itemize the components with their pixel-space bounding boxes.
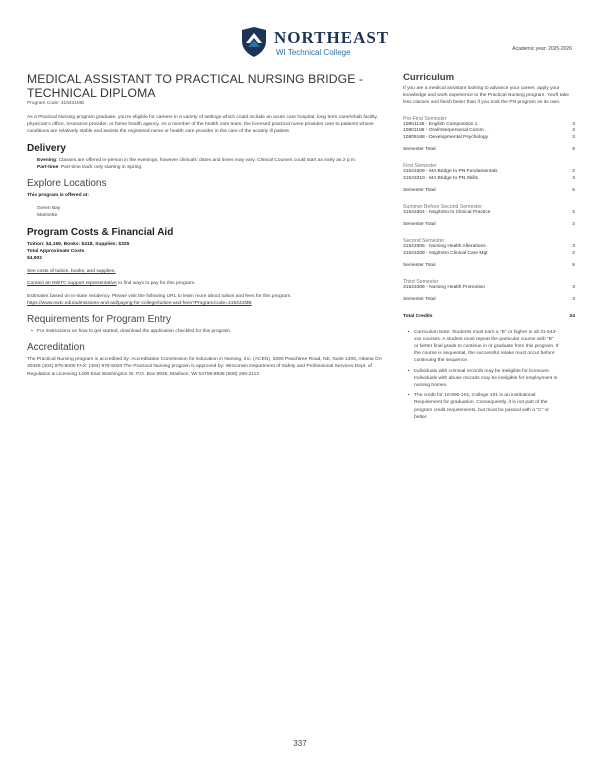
semester-total-row xyxy=(403,297,575,304)
bullet-icon: • xyxy=(407,368,410,374)
program-code: Program Code: 315431MB xyxy=(27,101,85,106)
note-text: Individuals with criminal records may be ineligible for licensure. Individuals with abuse records may be ineligible for employment in nursing homes. xyxy=(414,368,558,388)
curriculum-heading: Curriculum xyxy=(403,72,455,83)
list-item xyxy=(27,328,389,335)
delivery-heading: Delivery xyxy=(27,142,66,154)
course-row xyxy=(403,210,575,217)
semester-total-label: Semester Total xyxy=(403,222,436,228)
logo-name: NORTHEAST xyxy=(274,28,390,47)
course-row xyxy=(403,251,575,258)
offered-at-label: This program is offered at: xyxy=(27,193,89,199)
contact-line xyxy=(27,280,389,287)
curriculum-column xyxy=(403,72,575,421)
delivery-parttime xyxy=(27,164,389,171)
tuition-url-link[interactable]: https://www.nwtc.edu/admissions-and-aid/paying-for-college/tuition-and-fees?ProgramCode=315431MB xyxy=(27,300,252,306)
contact-rest: to find ways to pay for this program. xyxy=(116,281,196,287)
estimates-note: Estimates based on in-state residency. Please visit the following URL to learn more about tuition and fees for this program. xyxy=(27,293,292,299)
term-name: Third Semester xyxy=(403,278,439,285)
course-credits: 3 xyxy=(572,243,575,249)
program-title: MEDICAL ASSISTANT TO PRACTICAL NURSING BRIDGE - TECHNICAL DIPLOMA xyxy=(27,72,364,100)
note-text: The credit for 10-890-101, College 101 is an institutional Requirement for graduation. Consequently, it is not part of the program credit requirements, but must be passed with a "C" or better. xyxy=(414,393,550,420)
semester-total-label: Semester Total xyxy=(403,263,436,269)
academic-year: Academic year: 2025-2026 xyxy=(512,46,572,52)
parttime-text: : Part-time track only starting in Spring. xyxy=(58,164,143,170)
requirements-heading: Requirements for Program Entry xyxy=(27,314,171,326)
logo-subtitle: WI Technical College xyxy=(276,48,351,57)
course-title: 31543305 - Nursing Health Alterations xyxy=(403,243,486,249)
total-costs-value: $4,902 xyxy=(27,256,42,262)
course-title: 10801196 - Oral/Interpersonal Comm xyxy=(403,128,484,134)
course-row xyxy=(403,135,575,142)
course-credits: 3 xyxy=(572,134,575,140)
list-item xyxy=(403,329,575,365)
semester-total-value: 9 xyxy=(572,147,575,153)
parttime-label: Part-time xyxy=(37,164,59,170)
bullet-icon: • xyxy=(31,329,33,335)
course-row xyxy=(403,244,575,251)
total-credits-row xyxy=(403,314,575,321)
semester-total-row xyxy=(403,188,575,195)
course-credits: 2 xyxy=(572,168,575,174)
program-details-column xyxy=(27,72,389,378)
course-title: 31543308 - Nsg/Intro Clinical Care Mgt xyxy=(403,250,488,256)
term-name: Pre-First Semester xyxy=(403,115,447,122)
note-text: Curriculum Note: Students must earn a "B" or higher in all 31-543-xxx courses. A student must repeat the particular course with "B" or better final grade to continue in or graduate from this program. If the course is sequential, the successful retake must occur before continuing the sequence. xyxy=(414,329,559,364)
course-credits: 3 xyxy=(572,121,575,127)
course-title: 10809188 - Developmental Psychology xyxy=(403,134,489,140)
location-item: Marinette xyxy=(37,213,58,219)
course-row xyxy=(403,176,575,183)
total-credits-label: Total Credits xyxy=(403,313,433,319)
semester-total-value: 3 xyxy=(572,297,575,303)
locations-heading: Explore Locations xyxy=(27,178,107,190)
course-title: 31543309 - MA Bridge to PN Fundamentals xyxy=(403,168,498,174)
course-credits: 3 xyxy=(572,284,575,290)
course-title: 31543306 - Nursing Health Promotion xyxy=(403,284,486,290)
course-title: 31543310 - MA Bridge to PN Skills xyxy=(403,175,479,181)
course-credits: 3 xyxy=(572,175,575,181)
term-name: Summer Before Second Semester xyxy=(403,203,483,210)
course-credits: 2 xyxy=(572,209,575,215)
semester-total-label: Semester Total xyxy=(403,188,436,194)
accreditation-text: The Practical Nursing program is accredited by: Accreditation Commission for Education in Nursing, Inc. (ACEN), 3390 Peachtree Road, NE, Suite 1400, Atlanta GA 30326 (404) 975-5000 FAX: (404) 975-5020 The Practical Nursing program is approved by: Wisconsin Department of Safety and Professional Services Dept. of Regulation & Licensing 1400 East Washington St. P.O. Box 8935, Madison, WI 53708-8935 (608) 266-2112 xyxy=(27,357,382,377)
evening-text: : Classes are offered in-person in the evenings, however clinicals' dates and times may vary. Clinical Courses could start as early as 2 p.m. xyxy=(56,157,357,163)
delivery-evening xyxy=(27,157,389,164)
curriculum-intro: If you are a medical assistant looking to advance your career, apply your knowledge and work experience to the Practical Nursing program. You'll take less classes and finish faster than if you took the PN program on its own. xyxy=(403,86,569,106)
contact-support-link[interactable]: Contact an NWTC support representative xyxy=(27,281,117,287)
semester-total-value: 2 xyxy=(572,222,575,228)
shield-icon xyxy=(240,27,268,57)
list-item xyxy=(403,392,575,421)
northeast-logo[interactable] xyxy=(240,27,390,61)
term-name: First Semester xyxy=(403,162,437,169)
page-header xyxy=(0,22,600,62)
bullet-icon: • xyxy=(407,329,410,335)
semester-total-label: Semester Total xyxy=(403,297,436,303)
semester-total-value: 5 xyxy=(572,263,575,269)
page-number: 337 xyxy=(293,739,307,748)
cost-breakdown: Tuition: $4,159, Books: $418, Supplies: $325 xyxy=(27,241,130,247)
program-intro: As a Practical Nursing program graduate, you're eligible for careers in a variety of settings which could include an acute care hospital, long term care/rehab facility, physician's office, insurance provider, or home health agency. As a member of the health care team, the licensed practical nurse provides care to patients whose conditions are relatively stable and assists the registered nurse or health care provider in the care of the acutely ill patient. xyxy=(27,115,378,135)
semester-total-row xyxy=(403,147,575,154)
course-row xyxy=(403,169,575,176)
curriculum-notes xyxy=(403,329,575,421)
costs-heading: Program Costs & Financial Aid xyxy=(27,226,174,238)
see-costs-link[interactable]: See costs of tuition, books, and supplies. xyxy=(27,269,116,275)
course-credits: 3 xyxy=(572,128,575,134)
bullet-icon: • xyxy=(407,393,410,399)
location-item: Green Bay xyxy=(37,206,61,212)
list-item xyxy=(403,368,575,390)
course-title: 31543304 - Nsg/Intro to Clinical Practice xyxy=(403,209,491,215)
course-row xyxy=(403,128,575,135)
requirement-text: For instructions on how to get started, download the application checklist for this program. xyxy=(37,329,232,335)
semester-total-value: 5 xyxy=(572,188,575,194)
accreditation-heading: Accreditation xyxy=(27,342,85,354)
evening-label: Evening xyxy=(37,157,57,163)
course-row xyxy=(403,285,575,292)
course-credits: 2 xyxy=(572,250,575,256)
term-name: Second Semester xyxy=(403,237,445,244)
total-credits-value: 24 xyxy=(569,313,575,319)
semester-total-row xyxy=(403,222,575,229)
course-title: 10801136 - English Composition 1 xyxy=(403,121,478,127)
total-costs-label: Total Approximate Costs xyxy=(27,248,85,254)
semester-total-row xyxy=(403,263,575,270)
semester-total-label: Semester Total xyxy=(403,147,436,153)
